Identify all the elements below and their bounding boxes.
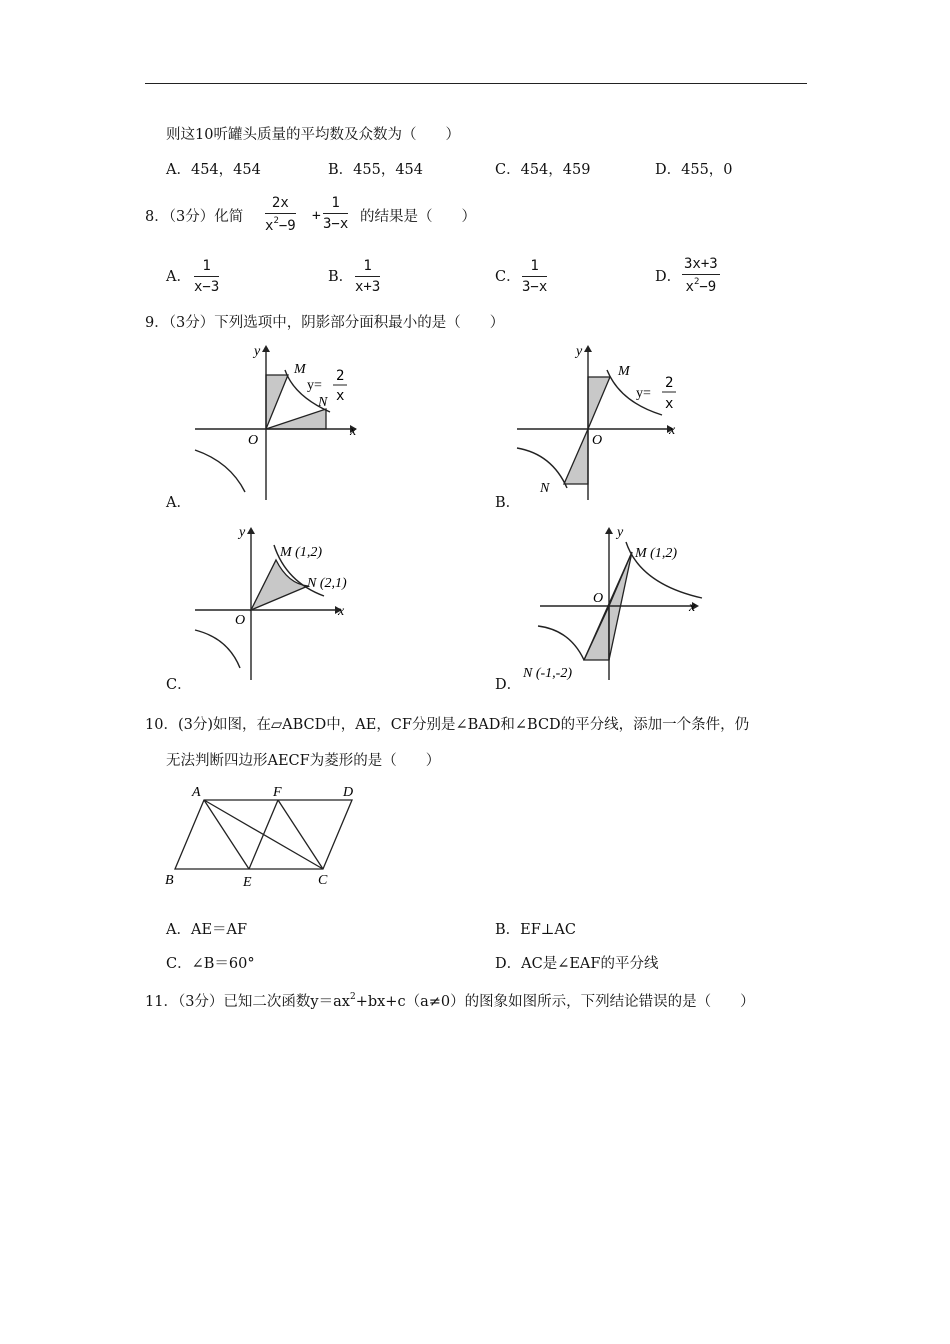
q8-option-b-fraction: $\frac{1}{x+3}$ [355, 258, 381, 295]
q9-graph-b [512, 340, 687, 505]
q10-option-c: C．∠B＝60° [166, 956, 255, 972]
svg-text:x: x [338, 604, 345, 619]
q8-frac2-denominator: 3−x [323, 216, 349, 232]
q8-option-a-fraction: $\frac{1}{x-3}$ [194, 258, 220, 295]
svg-text:O: O [593, 591, 604, 606]
q8-fraction-1 [265, 195, 296, 234]
q9-option-d-letter: D． [495, 677, 522, 693]
svg-text:x: x [350, 424, 357, 439]
q8-option-c-fraction: $\frac{1}{3-x}$ [522, 258, 548, 295]
svg-text:M (1,2): M (1,2) [280, 545, 322, 560]
q9-option-b-letter: B． [495, 495, 521, 511]
svg-text:M: M [618, 364, 630, 379]
q7-option-c: C．454，459 [495, 162, 591, 178]
q8-option-d-fraction: $\frac{3x+3}{x^2-9}$ [684, 256, 718, 295]
graph-c-shade [251, 560, 308, 610]
svg-text:y: y [576, 344, 583, 359]
q10-option-b: B．EF⊥AC [495, 922, 577, 938]
graph-b-shade-2 [564, 429, 588, 484]
q9-graph-d [520, 520, 710, 685]
svg-text:2: 2 [665, 375, 674, 391]
q11-stem: 11．（3分）已知二次函数$y=ax^2+bx+c(a\ne 0)$的图象如图所示，下列结论错误的是（ ） [145, 992, 755, 1010]
q7-option-a: A．454，454 [166, 162, 261, 178]
svg-text:x: x [689, 600, 696, 615]
q8-frac2-numerator: 1 [323, 195, 348, 214]
svg-text:y: y [239, 525, 246, 540]
q9-option-c-letter: C． [166, 677, 192, 693]
svg-text:F: F [273, 785, 282, 800]
svg-text:N (2,1): N (2,1) [307, 576, 347, 591]
svg-text:N: N [318, 395, 328, 410]
q8-frac1-denominator: $x^2-9$ [265, 216, 296, 234]
q9-stem: 9．（3分）下列选项中，阴影部分面积最小的是（ ） [145, 315, 505, 331]
svg-text:x: x [336, 388, 345, 404]
q8-plus: + [312, 208, 321, 224]
svg-text:D: D [343, 785, 354, 800]
svg-text:A: A [192, 785, 201, 800]
svg-text:y=: y= [307, 378, 322, 393]
q10-parallelogram-figure [160, 780, 365, 890]
svg-text:O: O [235, 613, 246, 628]
q9-graph-a [190, 340, 365, 505]
svg-text:M: M [294, 362, 306, 377]
q9-graph-c [190, 520, 365, 685]
svg-text:N (-1,-2): N (-1,-2) [523, 666, 572, 681]
svg-text:x: x [669, 423, 676, 438]
q10-stem-line2: 无法判断四边形AECF为菱形的是（ ） [166, 753, 441, 769]
q8-prefix: 8．（3分）化简 [145, 209, 244, 225]
q8-option-a-letter: A． [166, 269, 191, 285]
q10-option-d: D．AC是∠EAF的平分线 [495, 956, 659, 972]
svg-text:y: y [617, 525, 624, 540]
svg-text:N: N [540, 481, 550, 496]
svg-text:O: O [592, 433, 603, 448]
q8-option-b-letter: B． [328, 269, 354, 285]
graph-a-shade-1 [266, 375, 288, 429]
q8-suffix: 的结果是（ ） [360, 209, 476, 225]
q8-option-d-letter: D． [655, 269, 682, 285]
svg-text:x: x [665, 396, 674, 412]
header-rule [145, 83, 807, 84]
q8-option-c-letter: C． [495, 269, 521, 285]
q8-fraction-2 [323, 195, 348, 232]
q7-option-b: B．455，454 [328, 162, 424, 178]
svg-text:E: E [243, 875, 252, 890]
svg-text:M (1,2): M (1,2) [635, 546, 677, 561]
q7-stem: 则这10听罐头质量的平均数及众数为（ ） [166, 127, 460, 143]
q10-stem-line1: 10．(3分)如图，在▱ABCD中，AE，CF分别是∠BAD和∠BCD的平分线，添加一个条件，仍 [145, 717, 750, 733]
svg-text:y=: y= [636, 386, 651, 401]
graph-b-shade-1 [588, 377, 610, 429]
q8-frac1-numerator: 2x [265, 195, 296, 214]
svg-text:C: C [318, 873, 328, 888]
graph-a-shade-2 [266, 409, 326, 429]
svg-text:O: O [248, 433, 259, 448]
q9-option-a-letter: A． [166, 495, 191, 511]
svg-text:2: 2 [336, 368, 345, 384]
svg-text:y: y [254, 344, 261, 359]
svg-text:B: B [165, 873, 174, 888]
q7-option-d: D．455，0 [655, 162, 733, 178]
q10-option-a: A．AE＝AF [166, 922, 248, 938]
